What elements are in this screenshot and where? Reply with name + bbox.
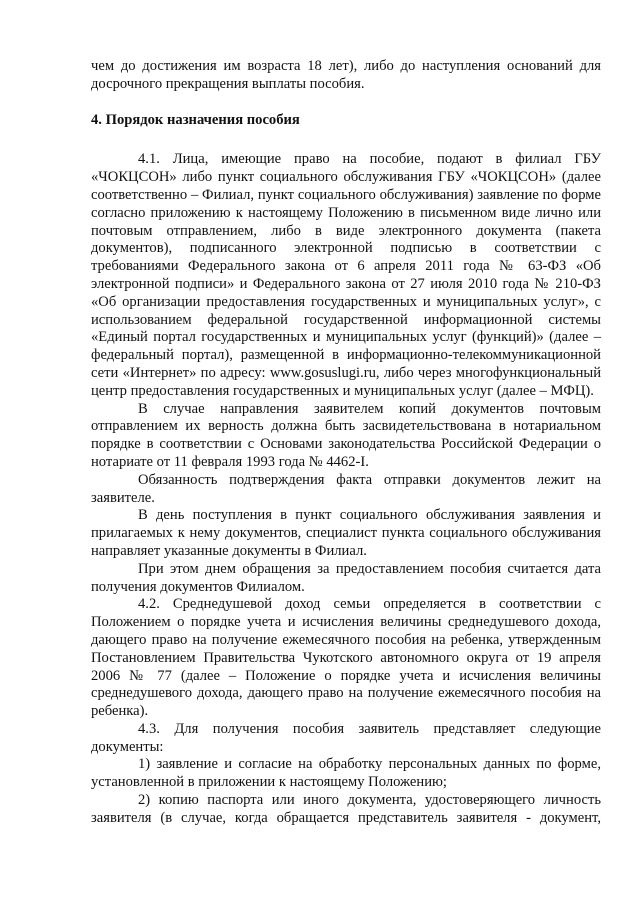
list-item-2: 2) копию паспорта или иного документа, удостоверяющего личность заявителя (в случае, когда обращается представитель заявителя - документ, [91,792,601,826]
paragraph-application-date: При этом днем обращения за предоставлением пособия считается дата получения документов Филиалом. [91,560,601,595]
section-heading: 4. Порядок назначения пособия [91,111,300,128]
paragraph-4-2: 4.2. Среднедушевой доход семьи определяется в соответствии с Положением о порядке учета и исчисления величины среднедушевого дохода, дающего право на получение ежемесячного пособия на ребенка, утвержденным Постановлением Правительства Чукотского автономного округа от 19 апреля 2006 № 77 (далее – Положение о порядке учета и исчисления величины среднедушевого дохода, дающего право на получение ежемесячного пособия на ребенка). [91,596,601,720]
document-page [91,58,601,828]
paragraph-day-of-receipt: В день поступления в пункт социального обслуживания заявления и прилагаемых к нему документов, специалист пункта социального обслуживания направляет указанные документы в Филиал. [91,507,601,559]
paragraph-4-1: 4.1. Лица, имеющие право на пособие, подают в филиал ГБУ «ЧОКЦСОН» либо пункт социального обслуживания ГБУ «ЧОКЦСОН» (далее соответственно – Филиал, пункт социального обслуживания) заявление по форме согласно приложению к настоящему Положению в письменном виде лично или почтовым отправлением, либо в виде электронного документа (пакета документов), подписанного электронной подписью в соответствии с требованиями Федерального закона от 6 апреля 2011 года № 63-ФЗ «Об электронной подписи» и Федерального закона от 27 июля 2010 года № 210-ФЗ «Об организации предоставления государственных и муниципальных услуг», с использованием федеральной государственной информационной системы «Единый портал государственных и муниципальных услуг (функций)» (далее – федеральный портал), размещенной в информационно-телекоммуникационной сети «Интернет» по адресу: www.gosuslugi.ru, либо через многофункциональный центр предоставления государственных и муниципальных услуг (далее – МФЦ). [91,151,601,399]
paragraph-continuation: чем до достижения им возраста 18 лет), либо до наступления оснований для досрочного прекращения выплаты пособия. [91,58,601,92]
paragraph-4-3: 4.3. Для получения пособия заявитель представляет следующие документы: [91,720,601,755]
list-item-1: 1) заявление и согласие на обработку персональных данных по форме, установленной в приложении к настоящему Положению; [91,756,601,791]
paragraph-proof-obligation: Обязанность подтверждения факта отправки документов лежит на заявителе. [91,471,601,506]
paragraph-postal-copies: В случае направления заявителем копий документов почтовым отправлением их верность должна быть засвидетельствована в нотариальном порядке в соответствии с Основами законодательства Российской Федерации о нотариате от 11 февраля 1993 года № 4462-I. [91,400,601,470]
